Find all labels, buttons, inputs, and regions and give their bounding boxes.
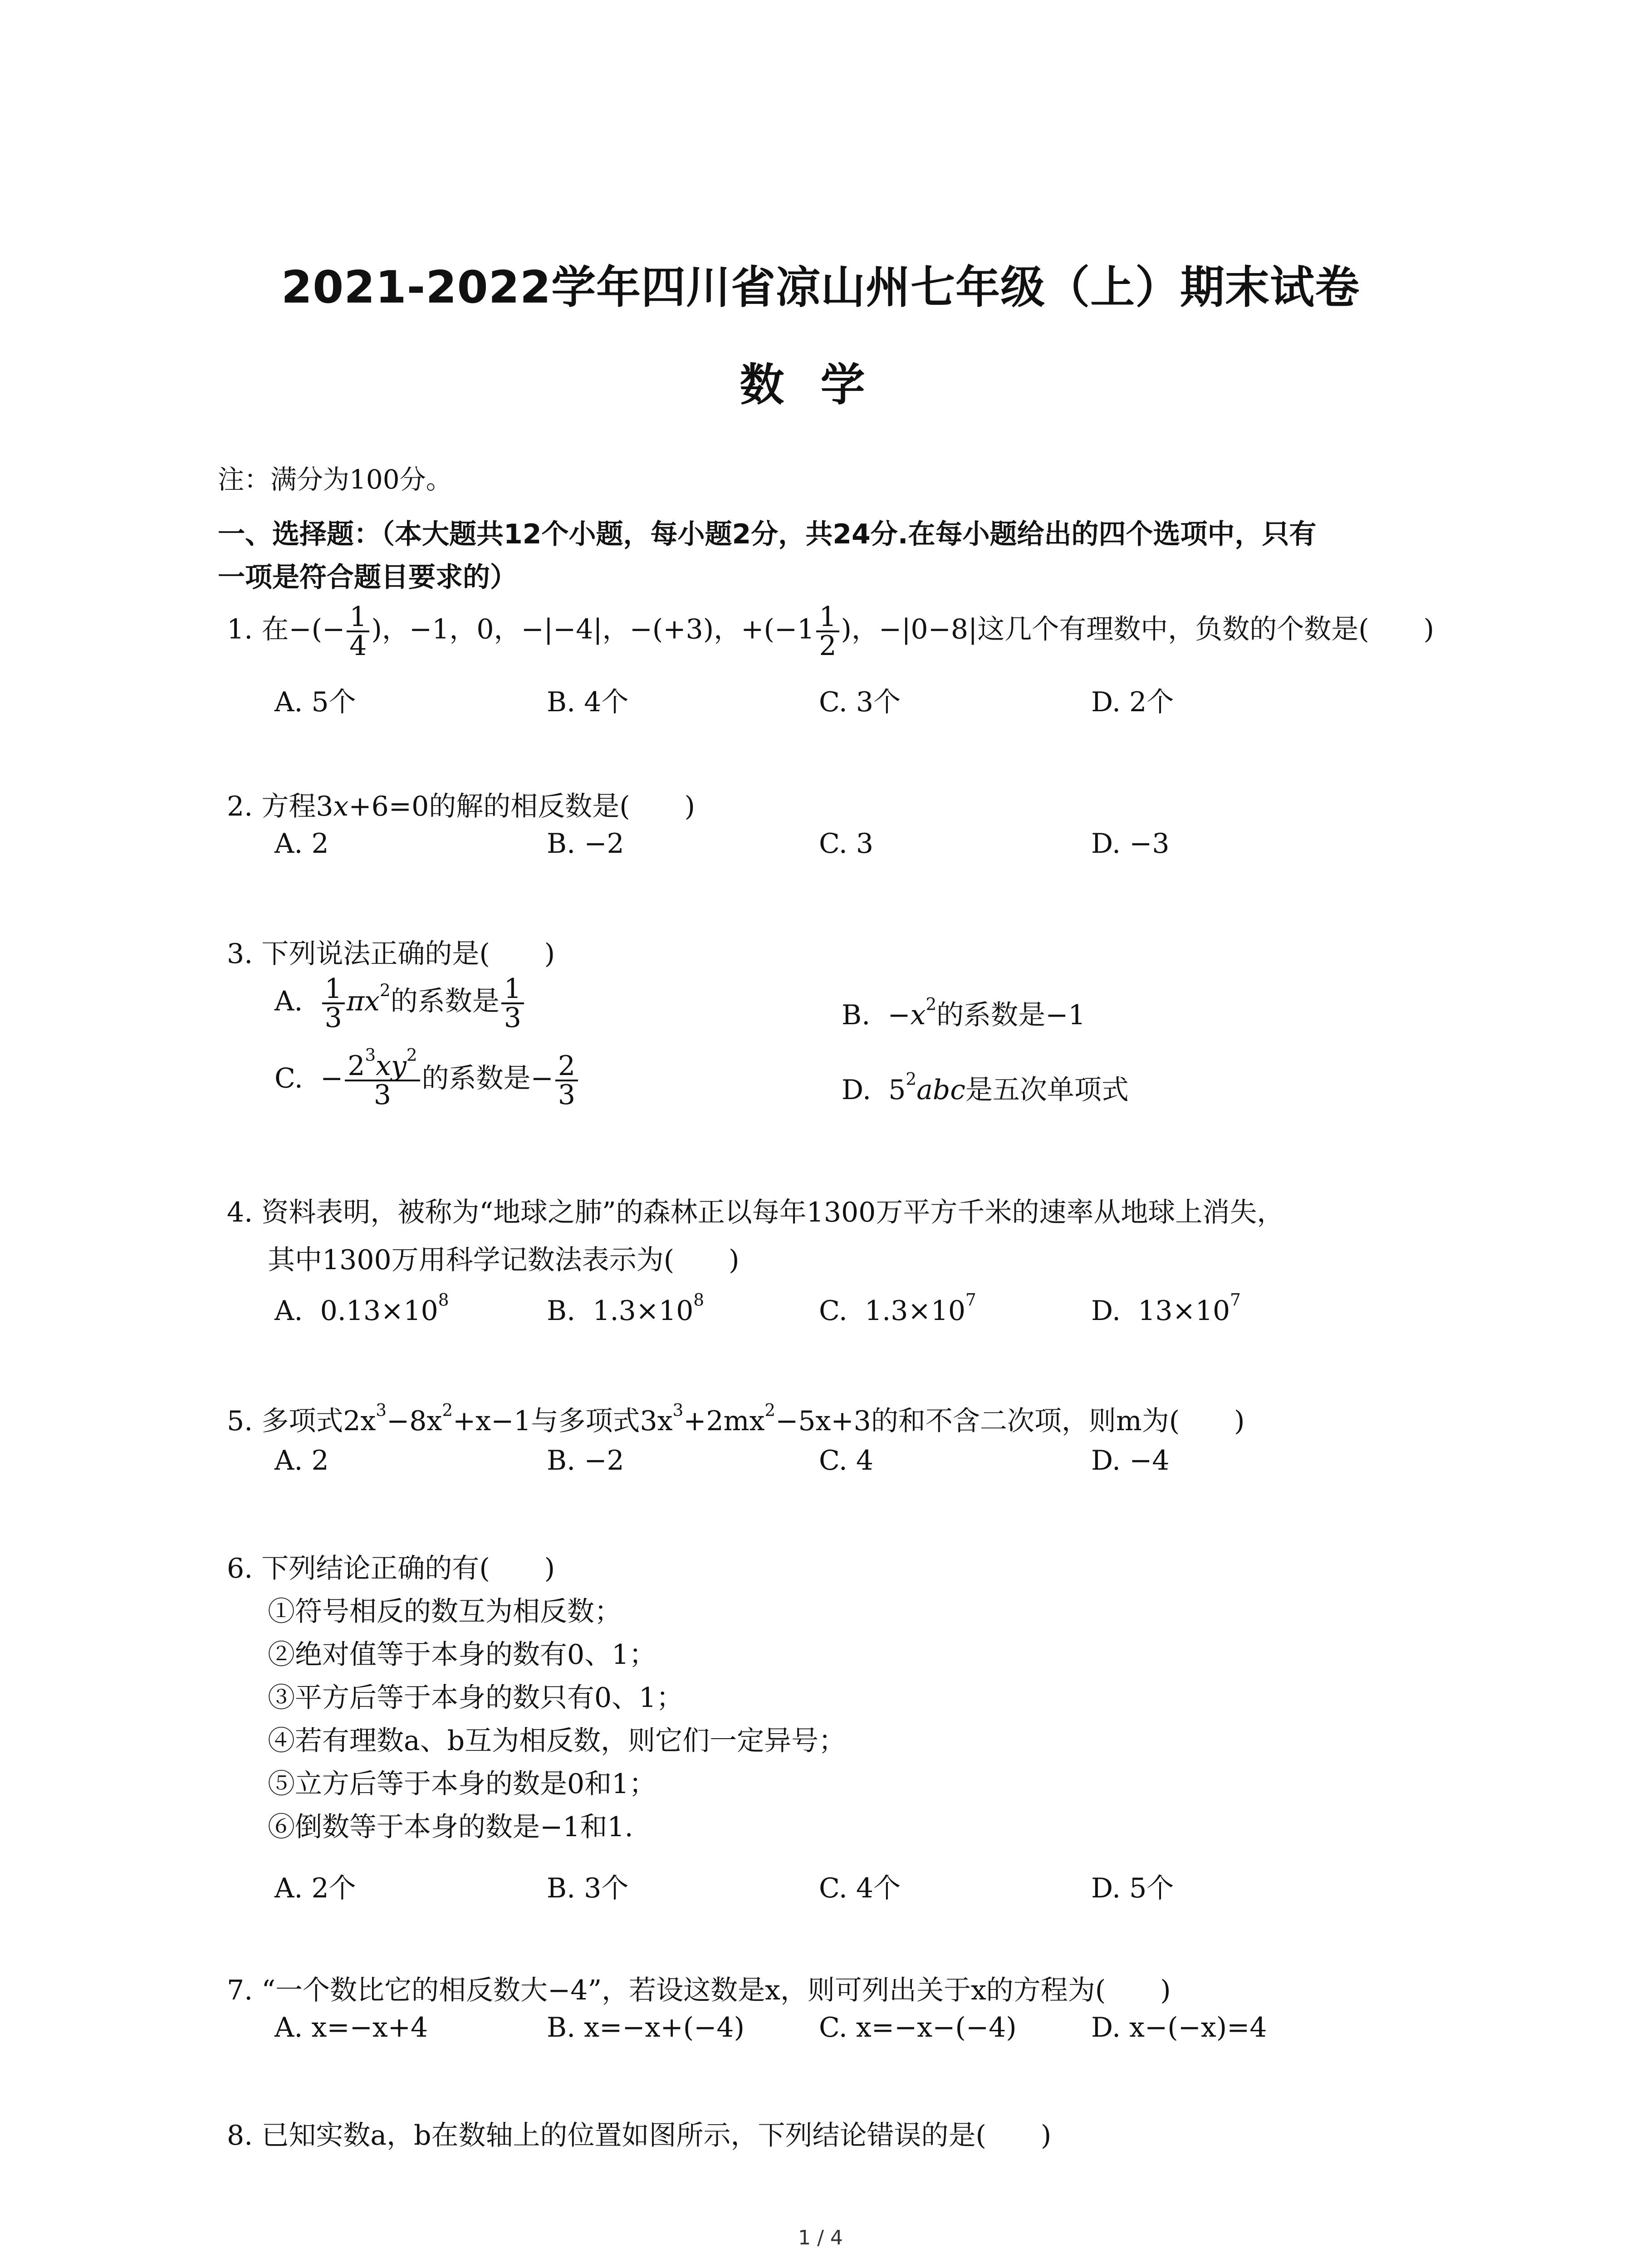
q4-option-a[interactable] [274,1290,449,1327]
q2-var: x [333,791,349,822]
q3-b-text: 的系数是−1 [936,999,1086,1031]
q3-a-term: πx [346,985,380,1017]
q4-c-label: C. [819,1295,847,1327]
q6-option-d[interactable]: D. 5个 [1091,1872,1174,1904]
q6-option-a[interactable]: A. 2个 [274,1872,356,1904]
q7-option-b[interactable]: B. x=−x+(−4) [547,2012,745,2043]
question-1-stem [227,603,1434,660]
q6-statement-1: ①符号相反的数互为相反数； [268,1596,622,1628]
q7-option-c[interactable]: C. x=−x−(−4) [819,2012,1017,2043]
q6-statement-6: ⑥倒数等于本身的数是−1和1. [268,1811,633,1843]
section-heading-line2: 一项是符合题目要求的） [218,562,517,593]
q3-a-num2: 1 [501,975,524,1004]
q3-a-text: 的系数是 [390,985,500,1017]
q3-c-den2: 3 [558,1079,576,1111]
q3-d-base: 5 [888,1074,906,1106]
q4-c-exp: 7 [965,1290,976,1310]
q2-option-c[interactable]: C. 3 [819,828,874,860]
q5-exp-2: 2 [442,1400,453,1420]
q4-a-exp: 8 [438,1290,449,1310]
page-subtitle [0,349,1641,413]
q6-statement-4: ④若有理数a、b互为相反数，则它们一定异号； [268,1725,846,1757]
q6-option-c[interactable]: C. 4个 [819,1872,901,1904]
q4-b-base: 1.3×10 [593,1295,694,1327]
q3-d-label: D. [842,1074,872,1106]
q3-c-num [345,1045,420,1082]
q3-c-minus: − [320,1062,343,1095]
q4-b-exp: 8 [693,1290,705,1310]
q3-a-num: 1 [322,975,345,1004]
q6-statement-5: ⑤立方后等于本身的数是0和1； [268,1768,656,1800]
q3-a-fraction [322,973,345,1034]
q1-frac2-num: 1 [816,603,839,632]
q5-option-c[interactable]: C. 4 [819,1445,874,1476]
q1-frac1-num: 1 [347,603,369,632]
q5-text-1: 5. 多项式2x [227,1405,376,1437]
q5-text-5: −5x+3的和不含二次项，则m为( ) [775,1405,1245,1437]
q2-text-2: +6=0的解的相反数是( ) [348,791,696,822]
q6-option-b[interactable]: B. 3个 [547,1872,629,1904]
q3-d-vars: abc [916,1074,965,1106]
question-6-stem: 6. 下列结论正确的有( ) [227,1553,555,1584]
q3-c-num-exp2: 2 [406,1045,417,1065]
q6-statement-3: ③平方后等于本身的数只有0、1； [268,1682,684,1714]
q5-exp-3: 3 [672,1400,684,1420]
section-heading-line1: 一、选择题：（本大题共12个小题，每小题2分，共24分.在每小题给出的四个选项中，只有 [218,518,1317,550]
q1-text-3: )，−|0−8|这几个有理数中，负数的个数是( ) [841,613,1435,645]
q6-statement-2: ②绝对值等于本身的数有0、1； [268,1639,656,1671]
q3-b-exp: 2 [926,994,937,1014]
q3-option-a[interactable] [274,973,526,1034]
q3-b-label: B. [842,999,871,1031]
q4-a-base: 0.13×10 [320,1295,438,1327]
question-8-stem: 8. 已知实数a，b在数轴上的位置如图所示，下列结论错误的是( ) [227,2120,1052,2151]
q4-d-label: D. [1091,1295,1121,1327]
q3-c-num-exp: 3 [365,1045,376,1065]
q5-text-4: +2mx [683,1405,765,1437]
q3-b-term: −x [887,999,926,1031]
q4-a-label: A. [274,1295,303,1327]
score-note: 注：满分为100分。 [218,464,452,495]
q4-c-base: 1.3×10 [865,1295,966,1327]
q3-d-exp: 2 [906,1069,917,1089]
q5-exp-4: 2 [764,1400,776,1420]
q4-b-label: B. [547,1295,576,1327]
q5-text-2: −8x [387,1405,442,1437]
q3-c-label: C. [274,1062,303,1095]
question-2-stem [227,785,695,824]
question-4-line1: 4. 资料表明，被称为“地球之肺”的森林正以每年1300万平方千米的速率从地球上消失， [227,1197,1284,1228]
q2-option-b[interactable]: B. −2 [547,828,624,860]
q3-d-text: 是五次单项式 [965,1074,1129,1106]
page-title: 2021-2022学年四川省凉山州七年级（上）期末试卷 [281,262,1360,313]
q1-option-c[interactable]: C. 3个 [819,686,901,718]
q3-c-den: 3 [373,1079,391,1111]
question-5-stem [227,1399,1245,1438]
q3-a-den: 3 [324,1002,342,1034]
q1-frac1-den: 4 [349,630,367,662]
q4-option-b[interactable] [547,1290,705,1327]
q3-c-num2: 2 [555,1052,578,1081]
q7-option-a[interactable]: A. x=−x+4 [274,2012,428,2043]
q1-frac2-den: 2 [819,630,837,662]
q5-option-d[interactable]: D. −4 [1091,1445,1170,1476]
q3-a-den2: 3 [504,1002,521,1034]
q2-text-1: 2. 方程3 [227,791,333,822]
q3-option-b[interactable] [842,993,1086,1032]
q5-exp-1: 3 [376,1400,387,1420]
q4-option-c[interactable] [819,1290,976,1327]
q3-option-d[interactable] [842,1068,1129,1107]
q1-text-2: )，−1，0，−|−4|，−(+3)，+(−1 [371,613,815,645]
q5-text-3: +x−1与多项式3x [452,1405,673,1437]
q1-fraction-1 [347,603,369,660]
subtitle-text: 数学 [740,359,901,411]
q3-c-num-vars: xy [376,1050,407,1082]
q4-option-d[interactable] [1091,1290,1241,1327]
q3-c-fraction-2 [555,1052,578,1109]
q2-option-d[interactable]: D. −3 [1091,828,1170,860]
question-4-line2: 其中1300万用科学记数法表示为( ) [268,1244,740,1276]
q1-text-1: 1. 在−(− [227,613,345,645]
question-3-stem: 3. 下列说法正确的是( ) [227,938,555,970]
q3-a-exp: 2 [380,980,391,1000]
q1-option-a[interactable]: A. 5个 [274,686,356,718]
q3-option-c[interactable] [274,1045,580,1111]
q3-c-fraction [345,1045,420,1111]
q3-a-label: A. [274,985,303,1017]
q3-c-text: 的系数是− [421,1062,554,1095]
question-7-stem: 7. “一个数比它的相反数大−4”，若设这数是x，则可列出关于x的方程为( ) [227,1975,1171,2006]
page-number: 1 / 4 [798,2226,843,2249]
q1-option-b[interactable]: B. 4个 [547,686,629,718]
q3-c-num-base: 2 [348,1050,365,1082]
q1-fraction-2 [816,603,839,660]
q1-option-d[interactable]: D. 2个 [1091,686,1174,718]
q4-d-base: 13×10 [1138,1295,1230,1327]
q5-option-a[interactable]: A. 2 [274,1445,329,1476]
q5-option-b[interactable]: B. −2 [547,1445,624,1476]
q3-a-fraction-2 [501,973,524,1034]
q2-option-a[interactable]: A. 2 [274,828,329,860]
q4-d-exp: 7 [1230,1290,1241,1310]
q7-option-d[interactable]: D. x−(−x)=4 [1091,2012,1267,2043]
